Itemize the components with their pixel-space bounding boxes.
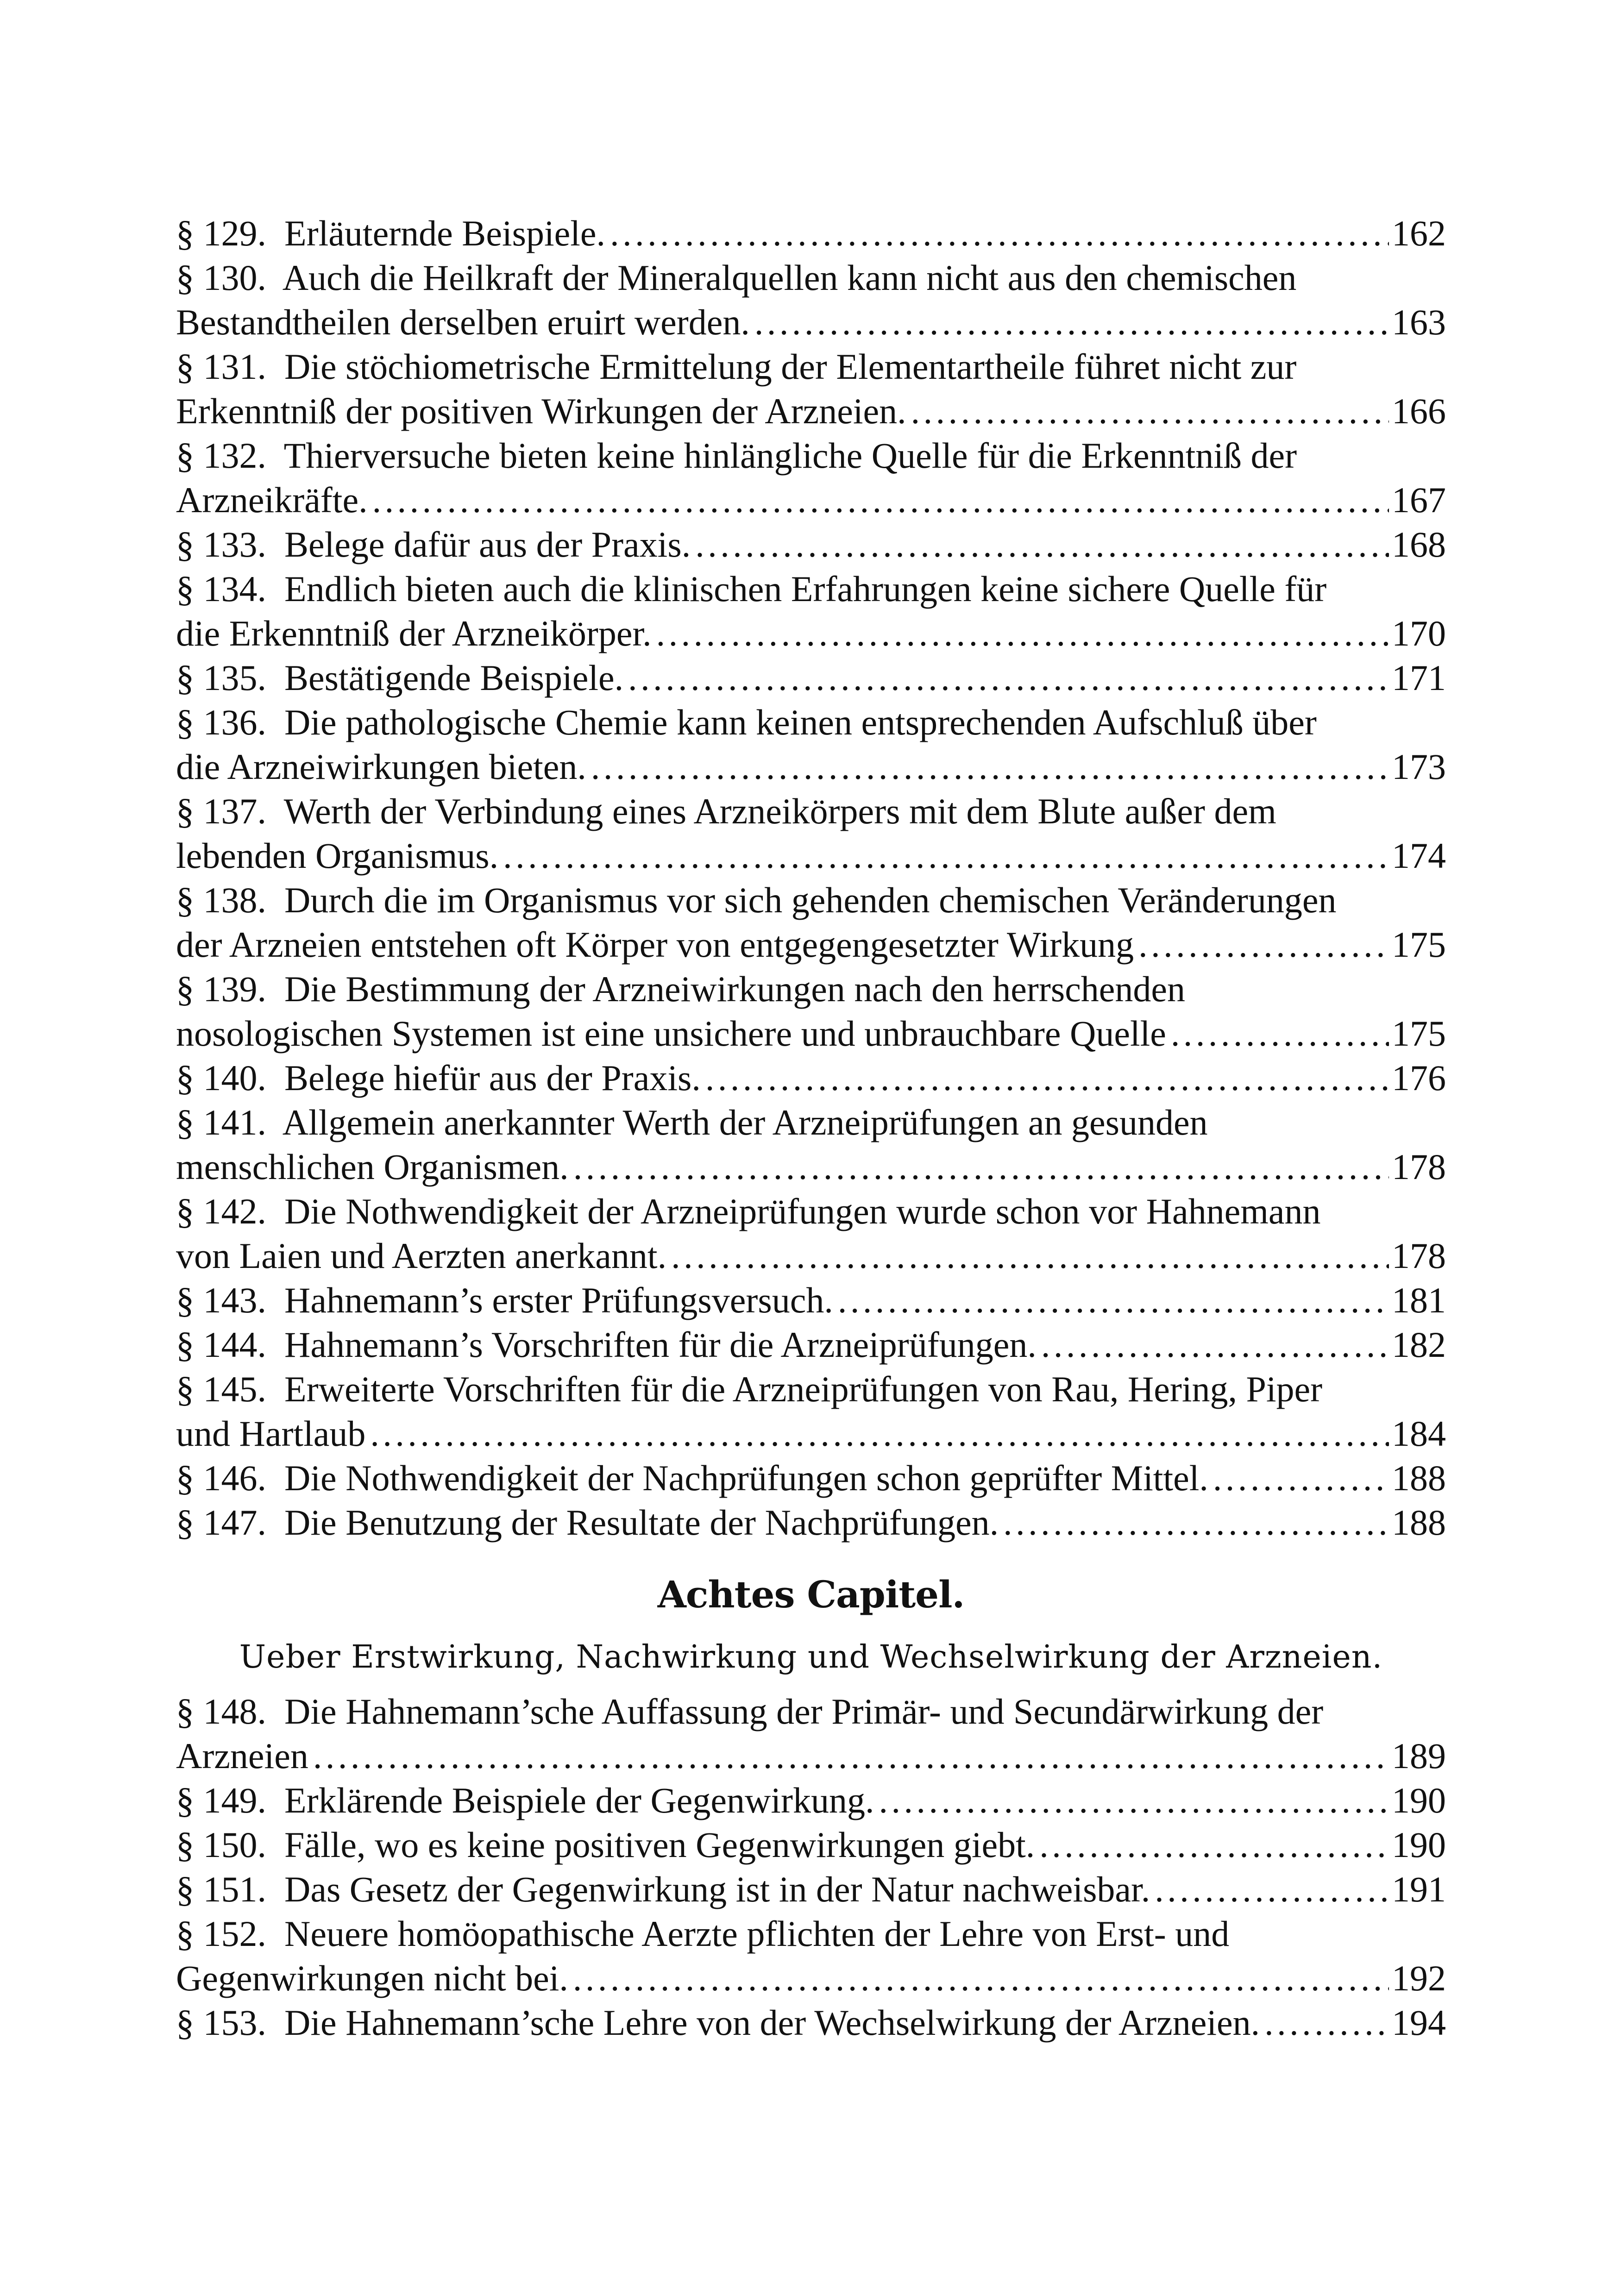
- toc-entry: [176, 522, 1446, 567]
- dot-leader: [503, 834, 1389, 878]
- toc-entry-text: menschlichen Organismen.: [176, 1147, 569, 1187]
- dot-leader: [573, 1145, 1389, 1189]
- dot-leader: [370, 1411, 1389, 1456]
- toc-entry-last-line: [176, 1234, 1446, 1278]
- dot-leader: [656, 611, 1389, 656]
- toc-entry-text: Bestandtheilen derselben eruirt werden.: [176, 302, 750, 342]
- toc-entry-text: lebenden Organismus.: [176, 835, 499, 876]
- toc-entry-last-line: [176, 1145, 1446, 1189]
- toc-entry-line: [176, 256, 1446, 300]
- toc-entry-line: [176, 1100, 1446, 1145]
- toc-entry-line: [176, 967, 1446, 1011]
- toc-entry-text: § 140. Belege hiefür aus der Praxis.: [176, 1058, 701, 1098]
- toc-entry-text: Gegenwirkungen nicht bei.: [176, 1958, 568, 1998]
- toc-entry-text: § 133. Belege dafür aus der Praxis.: [176, 524, 691, 565]
- dot-leader: [372, 478, 1389, 522]
- toc-entry: [176, 1456, 1446, 1500]
- page-number: 168: [1392, 524, 1446, 565]
- toc-entry-text: § 134. Endlich bieten auch die klinischen Erfahrungen keine sichere Quelle für: [176, 569, 1327, 609]
- toc-entry-last-line: [176, 1056, 1446, 1100]
- toc-entry-text: nosologischen Systemen ist eine unsichere und unbrauchbare Quelle: [176, 1013, 1166, 1054]
- toc-entry: [176, 211, 1446, 256]
- toc-entry-text: § 146. Die Nothwendigkeit der Nachprüfungen schon geprüfter Mittel.: [176, 1458, 1208, 1498]
- dot-leader: [628, 656, 1389, 700]
- toc-entry: [176, 700, 1446, 789]
- toc-entry-line: [176, 345, 1446, 389]
- page-number: 194: [1392, 2002, 1446, 2043]
- toc-entry: [176, 1367, 1446, 1456]
- toc-entry-line: [176, 1367, 1446, 1411]
- toc-section-chapter-7: [176, 211, 1446, 1545]
- toc-entry-text: § 136. Die pathologische Chemie kann keinen entsprechenden Aufschluß über: [176, 702, 1317, 742]
- toc-entry-text: Arzneien: [176, 1736, 308, 1776]
- dot-leader: [1003, 1500, 1389, 1545]
- toc-entry-text: § 129. Erläuternde Beispiele.: [176, 213, 606, 253]
- toc-entry: [176, 789, 1446, 878]
- toc-entry-last-line: [176, 1011, 1446, 1056]
- dot-leader: [671, 1234, 1389, 1278]
- toc-entry-text: von Laien und Aerzten anerkannt.: [176, 1236, 667, 1276]
- page-number: 178: [1392, 1147, 1446, 1187]
- toc-entry-line: [176, 433, 1446, 478]
- toc-entry-text: § 148. Die Hahnemann’sche Auffassung der Primär- und Secundärwirkung der: [176, 1691, 1324, 1731]
- toc-entry-text: § 151. Das Gesetz der Gegenwirkung ist in der Natur nachweisbar.: [176, 1869, 1150, 1909]
- toc-entry: [176, 656, 1446, 700]
- page-number: 162: [1392, 213, 1446, 253]
- toc-entry-text: § 152. Neuere homöopathische Aerzte pflichten der Lehre von Erst- und: [176, 1913, 1230, 1954]
- toc-entry: [176, 1278, 1446, 1323]
- toc-entry: [176, 1912, 1446, 2001]
- dot-leader: [313, 1734, 1389, 1778]
- dot-leader: [705, 1056, 1389, 1100]
- dot-leader: [1138, 922, 1389, 967]
- toc-entry-line: [176, 1912, 1446, 1956]
- toc-entry-last-line: [176, 1823, 1446, 1867]
- page-number: 175: [1392, 924, 1446, 965]
- toc-entry-last-line: [176, 300, 1446, 345]
- toc-entry-text: der Arzneien entstehen oft Körper von entgegengesetzter Wirkung: [176, 924, 1134, 965]
- toc-section-chapter-8: [176, 1689, 1446, 2045]
- toc-entry-last-line: [176, 834, 1446, 878]
- toc-entry-last-line: [176, 1734, 1446, 1778]
- page-number: 181: [1392, 1280, 1446, 1320]
- dot-leader: [573, 1956, 1389, 2001]
- toc-entry-text: § 141. Allgemein anerkannter Werth der Arzneiprüfungen an gesunden: [176, 1102, 1208, 1142]
- toc-entry: [176, 1323, 1446, 1367]
- toc-entry: [176, 1056, 1446, 1100]
- toc-entry-text: § 142. Die Nothwendigkeit der Arzneiprüfungen wurde schon vor Hahnemann: [176, 1191, 1321, 1231]
- chapter-title: Achtes Capitel.: [657, 1573, 965, 1616]
- toc-entry-text: die Arzneiwirkungen bieten.: [176, 747, 586, 787]
- page-number: 171: [1392, 658, 1446, 698]
- dot-leader: [1039, 1823, 1389, 1867]
- dot-leader: [879, 1778, 1389, 1823]
- dot-leader: [1155, 1867, 1389, 1912]
- page-number: 178: [1392, 1236, 1446, 1276]
- toc-entry: [176, 256, 1446, 345]
- toc-entry-line: [176, 567, 1446, 611]
- toc-entry-text: § 132. Thierversuche bieten keine hinlängliche Quelle für die Erkenntniß der: [176, 435, 1297, 476]
- dot-leader: [1171, 1011, 1389, 1056]
- dot-leader: [838, 1278, 1389, 1323]
- toc-entry-text: § 143. Hahnemann’s erster Prüfungsversuch.: [176, 1280, 833, 1320]
- toc-entry-last-line: [176, 1411, 1446, 1456]
- page-number: 189: [1392, 1736, 1446, 1776]
- toc-entry-text: § 144. Hahnemann’s Vorschriften für die Arzneiprüfungen.: [176, 1324, 1037, 1365]
- dot-leader: [754, 300, 1389, 345]
- toc-entry-text: § 145. Erweiterte Vorschriften für die Arzneiprüfungen von Rau, Hering, Piper: [176, 1369, 1323, 1409]
- dot-leader: [610, 211, 1389, 256]
- toc-entry-last-line: [176, 611, 1446, 656]
- page-number: 170: [1392, 613, 1446, 653]
- toc-entry-text: und Hartlaub: [176, 1413, 366, 1454]
- toc-entry: [176, 1778, 1446, 1823]
- dot-leader: [695, 522, 1389, 567]
- page-number: 190: [1392, 1780, 1446, 1820]
- page-number: 182: [1392, 1324, 1446, 1365]
- page-number: 190: [1392, 1825, 1446, 1865]
- toc-entry-text: § 150. Fälle, wo es keine positiven Gegenwirkungen giebt.: [176, 1825, 1035, 1865]
- toc-entry-text: § 138. Durch die im Organismus vor sich gehenden chemischen Veränderungen: [176, 880, 1337, 920]
- toc-entry: [176, 1689, 1446, 1778]
- toc-entry-last-line: [176, 522, 1446, 567]
- toc-entry-last-line: [176, 745, 1446, 789]
- toc-entry: [176, 567, 1446, 656]
- toc-entry-line: [176, 1689, 1446, 1734]
- page-number: 174: [1392, 835, 1446, 876]
- toc-entry-text: die Erkenntniß der Arzneikörper.: [176, 613, 652, 653]
- toc-entry-line: [176, 789, 1446, 834]
- toc-entry-last-line: [176, 1456, 1446, 1500]
- toc-entry-text: § 130. Auch die Heilkraft der Mineralquellen kann nicht aus den chemischen: [176, 257, 1297, 298]
- dot-leader: [591, 745, 1389, 789]
- toc-entry: [176, 433, 1446, 522]
- toc-entry-last-line: [176, 1278, 1446, 1323]
- toc-entry-text: § 153. Die Hahnemann’sche Lehre von der Wechselwirkung der Arzneien.: [176, 2002, 1260, 2043]
- toc-entry-text: § 131. Die stöchiometrische Ermittelung der Elementartheile führet nicht zur: [176, 346, 1297, 387]
- page-number: 192: [1392, 1958, 1446, 1998]
- toc-entry-line: [176, 700, 1446, 745]
- toc-entry: [176, 1823, 1446, 1867]
- toc-entry-last-line: [176, 2001, 1446, 2045]
- page-number: 167: [1392, 480, 1446, 520]
- toc-entry: [176, 2001, 1446, 2045]
- toc-entry-text: § 137. Werth der Verbindung eines Arzneikörpers mit dem Blute außer dem: [176, 791, 1276, 831]
- toc-entry-text: Erkenntniß der positiven Wirkungen der Arzneien.: [176, 391, 906, 431]
- toc-entry-last-line: [176, 1778, 1446, 1823]
- toc-entry-text: Arzneikräfte.: [176, 480, 368, 520]
- page-number: 188: [1392, 1458, 1446, 1498]
- toc-entry: [176, 1189, 1446, 1278]
- toc-entry: [176, 1500, 1446, 1545]
- chapter-subtitle: Ueber Erstwirkung, Nachwirkung und Wechselwirkung der Arzneien.: [239, 1639, 1383, 1675]
- toc-entry-last-line: [176, 211, 1446, 256]
- page-number: 191: [1392, 1869, 1446, 1909]
- page-number: 173: [1392, 747, 1446, 787]
- toc-entry-last-line: [176, 478, 1446, 522]
- toc-entry: [176, 1100, 1446, 1189]
- page-number: 166: [1392, 391, 1446, 431]
- toc-entry-last-line: [176, 389, 1446, 433]
- toc-entry-line: [176, 878, 1446, 922]
- toc-entry: [176, 878, 1446, 967]
- dot-leader: [1041, 1323, 1389, 1367]
- toc-entry-last-line: [176, 922, 1446, 967]
- dot-leader: [911, 389, 1389, 433]
- dot-leader: [1264, 2001, 1389, 2045]
- toc-entry-last-line: [176, 1323, 1446, 1367]
- toc-entry-text: § 149. Erklärende Beispiele der Gegenwirkung.: [176, 1780, 874, 1820]
- toc-entry: [176, 967, 1446, 1056]
- dot-leader: [1213, 1456, 1389, 1500]
- toc-entry: [176, 345, 1446, 433]
- toc-entry-last-line: [176, 1867, 1446, 1912]
- toc-entry-line: [176, 1189, 1446, 1234]
- toc-entry-text: § 135. Bestätigende Beispiele.: [176, 658, 624, 698]
- page-number: 184: [1392, 1413, 1446, 1454]
- toc-entry-last-line: [176, 1956, 1446, 2001]
- toc-entry: [176, 1867, 1446, 1912]
- table-of-contents-page: [176, 211, 1446, 2045]
- page-number: 163: [1392, 302, 1446, 342]
- page-number: 188: [1392, 1502, 1446, 1543]
- page-number: 175: [1392, 1013, 1446, 1054]
- toc-entry-text: § 147. Die Benutzung der Resultate der Nachprüfungen.: [176, 1502, 999, 1543]
- toc-entry-text: § 139. Die Bestimmung der Arzneiwirkungen nach den herrschenden: [176, 969, 1186, 1009]
- toc-entry-last-line: [176, 656, 1446, 700]
- toc-entry-last-line: [176, 1500, 1446, 1545]
- page-number: 176: [1392, 1058, 1446, 1098]
